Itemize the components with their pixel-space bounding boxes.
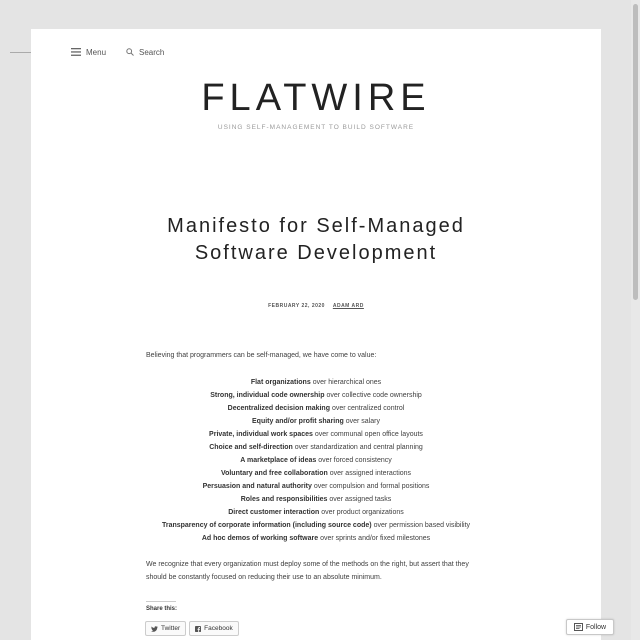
top-navigation <box>71 46 164 58</box>
post-content <box>146 350 486 584</box>
search-toggle-button[interactable] <box>126 48 164 57</box>
follow-label: Follow <box>585 623 607 631</box>
value-row: Private, individual work spaces over communal open office layouts <box>209 431 423 438</box>
menu-toggle-button[interactable] <box>71 48 106 57</box>
share-twitter-label: Twitter <box>161 625 181 632</box>
page-container <box>31 29 601 640</box>
menu-label: Menu <box>86 47 107 57</box>
share-twitter-button[interactable] <box>145 621 186 636</box>
value-row: Strong, individual code ownership over collective code ownership <box>210 392 422 399</box>
post-meta <box>31 303 601 309</box>
value-row: Roles and responsibilities over assigned tasks <box>240 496 392 503</box>
post-intro: Believing that programmers can be self-managed, we have come to value: <box>146 352 377 359</box>
search-icon <box>126 48 134 56</box>
share-buttons <box>145 621 239 636</box>
value-row: Flat organizations over hierarchical ones <box>250 379 382 386</box>
share-divider <box>146 601 176 602</box>
share-facebook-label: Facebook <box>204 625 233 632</box>
post-author-link[interactable]: ADAM ARD <box>332 303 364 309</box>
value-row: Voluntary and free collaboration over assigned interactions <box>220 470 412 477</box>
post-date[interactable]: FEBRUARY 22, 2020 <box>268 303 325 309</box>
post-closing: We recognize that every organization must deploy some of the methods on the right, but assert that they should be constantly focused on reducing their use to an absolute minimum. <box>146 561 469 581</box>
twitter-icon <box>151 626 158 632</box>
value-row: Equity and/or profit sharing over salary <box>252 418 380 425</box>
follow-button[interactable] <box>566 619 614 635</box>
post-title <box>31 213 601 267</box>
site-tagline: USING SELF-MANAGEMENT TO BUILD SOFTWARE <box>217 124 415 131</box>
value-row: Decentralized decision making over centralized control <box>227 405 405 412</box>
page-scrollbar[interactable] <box>631 0 640 640</box>
share-label: Share this: <box>146 606 178 612</box>
hamburger-menu-icon <box>71 48 81 56</box>
post-title-line-2: Software Development <box>194 242 438 264</box>
value-row: Ad hoc demos of working software over sprints and/or fixed milestones <box>201 535 431 542</box>
value-row: Persuasion and natural authority over compulsion and formal positions <box>202 483 430 490</box>
share-facebook-button[interactable] <box>189 621 239 636</box>
values-list <box>146 376 486 545</box>
search-label: Search <box>139 47 165 57</box>
value-row: Transparency of corporate information (including source code) over permission based visibility <box>161 522 471 529</box>
follow-icon <box>574 623 583 631</box>
value-row: A marketplace of ideas over forced consistency <box>240 457 392 464</box>
value-row: Direct customer interaction over product organizations <box>228 509 404 516</box>
value-row: Choice and self-direction over standardization and central planning <box>209 444 423 451</box>
post-title-line-1: Manifesto for Self-Managed <box>167 215 465 237</box>
facebook-icon <box>195 626 201 632</box>
scrollbar-thumb[interactable] <box>633 4 638 300</box>
site-title[interactable]: FLATWIRE <box>201 77 431 119</box>
